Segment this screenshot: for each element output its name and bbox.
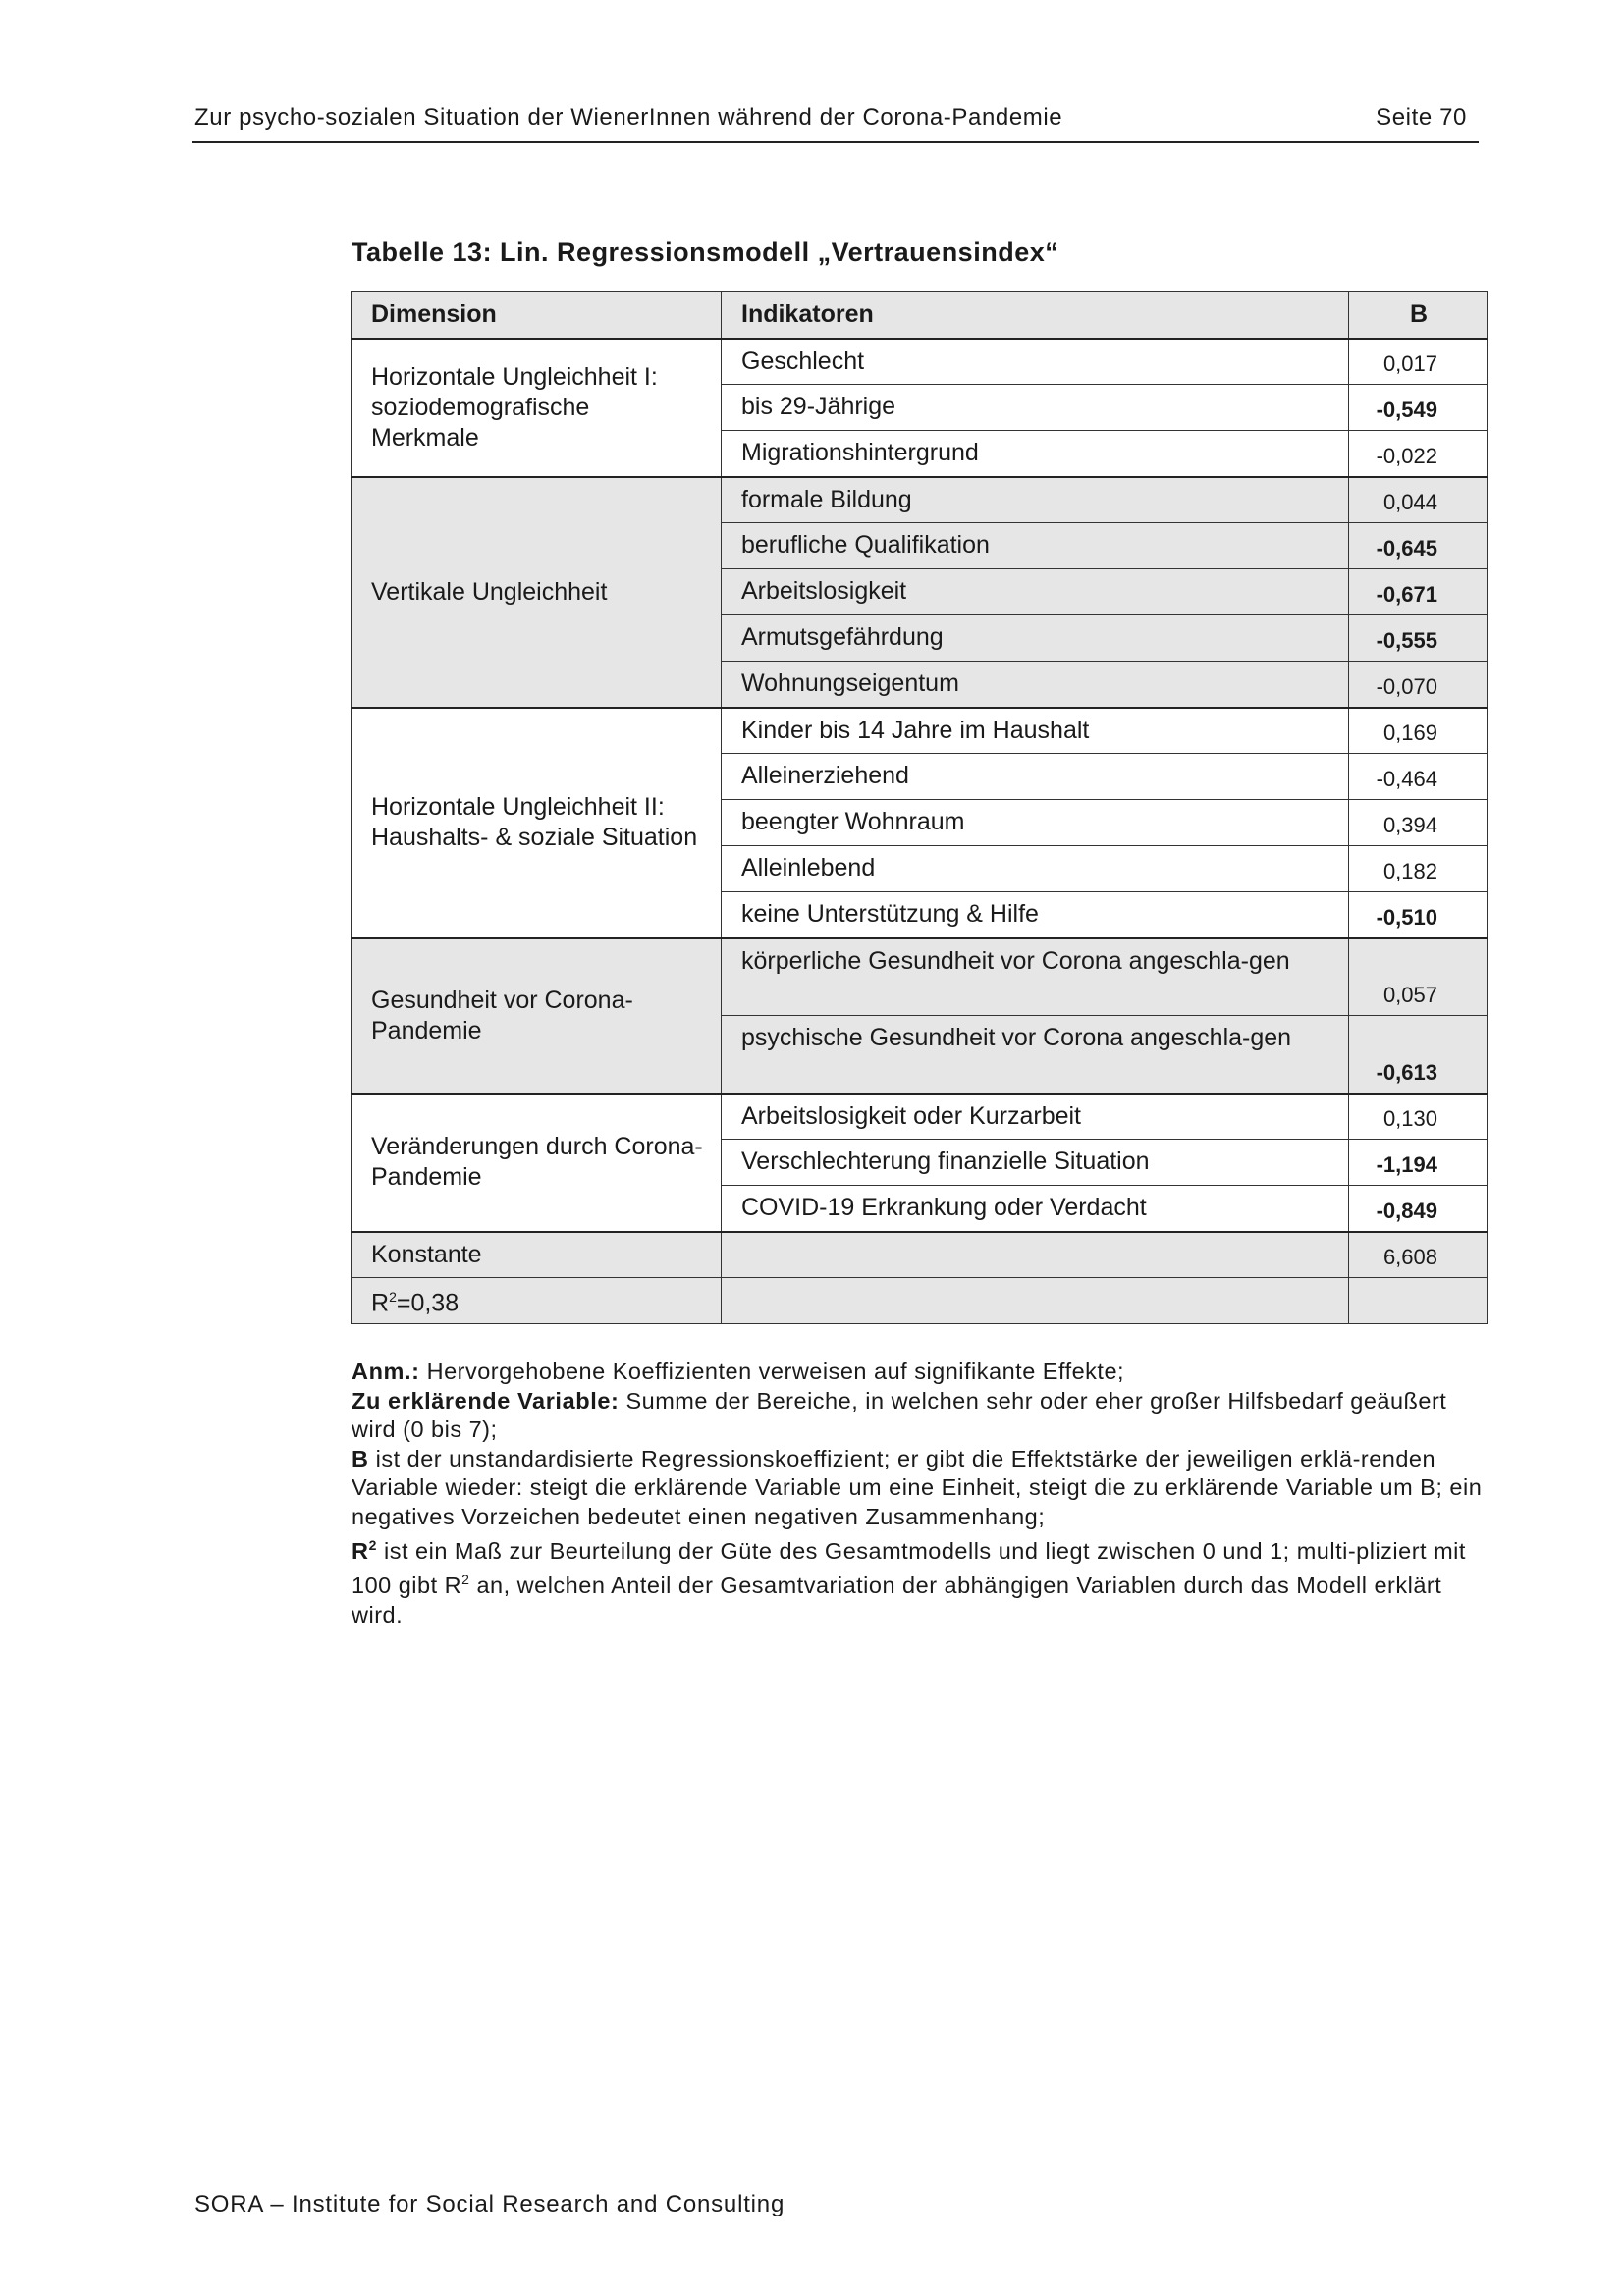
coefficient-cell: 0,130	[1349, 1094, 1488, 1140]
indicator-cell: Migrationshintergrund	[722, 431, 1349, 477]
indicator-cell: bis 29-Jährige	[722, 385, 1349, 431]
indicator-cell: COVID-19 Erkrankung oder Verdacht	[722, 1186, 1349, 1232]
empty-cell	[722, 1278, 1349, 1324]
coefficient-cell: 0,057	[1349, 938, 1488, 1016]
note-b-label: B	[352, 1445, 369, 1471]
indicator-cell: psychische Gesundheit vor Corona angeschla-gen	[722, 1016, 1349, 1094]
constant-value: 6,608	[1349, 1232, 1488, 1278]
empty-cell	[722, 1232, 1349, 1278]
coefficient-cell: -0,022	[1349, 431, 1488, 477]
coefficient-cell: -0,555	[1349, 615, 1488, 662]
header-b: B	[1349, 292, 1488, 339]
note-anm-text: Hervorgehobene Koeffizienten verweisen auf signifikante Effekte;	[419, 1359, 1125, 1384]
dimension-cell: Gesundheit vor Corona-Pandemie	[352, 938, 722, 1094]
indicator-cell: berufliche Qualifikation	[722, 523, 1349, 569]
note-b-text: ist der unstandardisierte Regressionskoeffizient; er gibt die Effektstärke der jeweiligen erklä-renden Variable wieder: steigt die erklärende Variable um eine Einheit, steigt die zu erklärende Variable um B; ein negatives Vorzeichen bedeutet einen negativen Zusammenhang;	[352, 1445, 1483, 1529]
header-dimension: Dimension	[352, 292, 722, 339]
r-squared-row	[352, 1278, 1488, 1324]
coefficient-cell: -0,849	[1349, 1186, 1488, 1232]
coefficient-cell: -0,070	[1349, 662, 1488, 708]
r-squared-cell	[352, 1278, 722, 1324]
dimension-cell: Horizontale Ungleichheit I: soziodemografische Merkmale	[352, 339, 722, 477]
coefficient-cell: -0,613	[1349, 1016, 1488, 1094]
note-r2-label: R	[352, 1537, 369, 1564]
r-squared-exponent: 2	[389, 1289, 397, 1306]
indicator-cell: Alleinerziehend	[722, 754, 1349, 800]
coefficient-cell: -0,671	[1349, 569, 1488, 615]
coefficient-cell: 0,394	[1349, 800, 1488, 846]
table-row	[352, 938, 1488, 1016]
constant-row	[352, 1232, 1488, 1278]
indicator-cell: Geschlecht	[722, 339, 1349, 385]
indicator-cell: Kinder bis 14 Jahre im Haushalt	[722, 708, 1349, 754]
coefficient-cell: 0,182	[1349, 846, 1488, 892]
dimension-cell: Horizontale Ungleichheit II: Haushalts- & soziale Situation	[352, 708, 722, 938]
indicator-cell: beengter Wohnraum	[722, 800, 1349, 846]
indicator-cell: Arbeitslosigkeit	[722, 569, 1349, 615]
note-dependent-label: Zu erklärende Variable:	[352, 1387, 620, 1414]
table-row	[352, 339, 1488, 385]
note-r2-text-1: ist ein Maß zur Beurteilung der Güte des Gesamtmodells und liegt zwischen 0 und 1; multi-pliziert mit 100 gibt R	[352, 1537, 1466, 1599]
note-b	[352, 1445, 1483, 1532]
table-row	[352, 477, 1488, 523]
indicator-cell: Verschlechterung finanzielle Situation	[722, 1140, 1349, 1186]
coefficient-cell: -0,549	[1349, 385, 1488, 431]
header-title: Zur psycho-sozialen Situation der WienerInnen während der Corona-Pandemie	[194, 104, 1063, 131]
page-number: Seite 70	[1376, 104, 1467, 131]
coefficient-cell: -1,194	[1349, 1140, 1488, 1186]
r-squared-value: =0,38	[396, 1289, 460, 1317]
regression-table	[351, 291, 1488, 1324]
note-anm	[352, 1358, 1483, 1387]
empty-cell	[1349, 1278, 1488, 1324]
note-r2-text-2: an, welchen Anteil der Gesamtvariation der abhängigen Variablen durch das Modell erklärt wird.	[352, 1573, 1442, 1628]
table-header-row	[352, 292, 1488, 339]
coefficient-cell: -0,510	[1349, 892, 1488, 938]
page-header	[192, 102, 1479, 143]
header-indicators: Indikatoren	[722, 292, 1349, 339]
table-caption: Tabelle 13: Lin. Regressionsmodell „Vertrauensindex“	[352, 238, 1059, 267]
table-row	[352, 708, 1488, 754]
note-r2-sup: 2	[368, 1537, 377, 1553]
dimension-cell: Veränderungen durch Corona-Pandemie	[352, 1094, 722, 1232]
note-anm-label: Anm.:	[352, 1359, 420, 1384]
note-r2-text-sup: 2	[461, 1572, 470, 1588]
indicator-cell: Wohnungseigentum	[722, 662, 1349, 708]
coefficient-cell: 0,017	[1349, 339, 1488, 385]
note-r-squared	[352, 1531, 1483, 1629]
coefficient-cell: -0,464	[1349, 754, 1488, 800]
indicator-cell: formale Bildung	[722, 477, 1349, 523]
coefficient-cell: 0,044	[1349, 477, 1488, 523]
coefficient-cell: 0,169	[1349, 708, 1488, 754]
page-footer: SORA – Institute for Social Research and Consulting	[194, 2191, 785, 2217]
r-squared-symbol: R	[371, 1289, 390, 1317]
indicator-cell: körperliche Gesundheit vor Corona angeschla-gen	[722, 938, 1349, 1016]
indicator-cell: keine Unterstützung & Hilfe	[722, 892, 1349, 938]
constant-label: Konstante	[352, 1232, 722, 1278]
note-dependent-text: Summe der Bereiche, in welchen sehr oder eher großer Hilfsbedarf geäußert wird (0 bis 7);	[352, 1387, 1447, 1442]
note-dependent-variable	[352, 1387, 1483, 1445]
table-row	[352, 1094, 1488, 1140]
indicator-cell: Arbeitslosigkeit oder Kurzarbeit	[722, 1094, 1349, 1140]
coefficient-cell: -0,645	[1349, 523, 1488, 569]
indicator-cell: Alleinlebend	[722, 846, 1349, 892]
dimension-cell: Vertikale Ungleichheit	[352, 477, 722, 708]
indicator-cell: Armutsgefährdung	[722, 615, 1349, 662]
table-notes	[352, 1358, 1483, 1629]
